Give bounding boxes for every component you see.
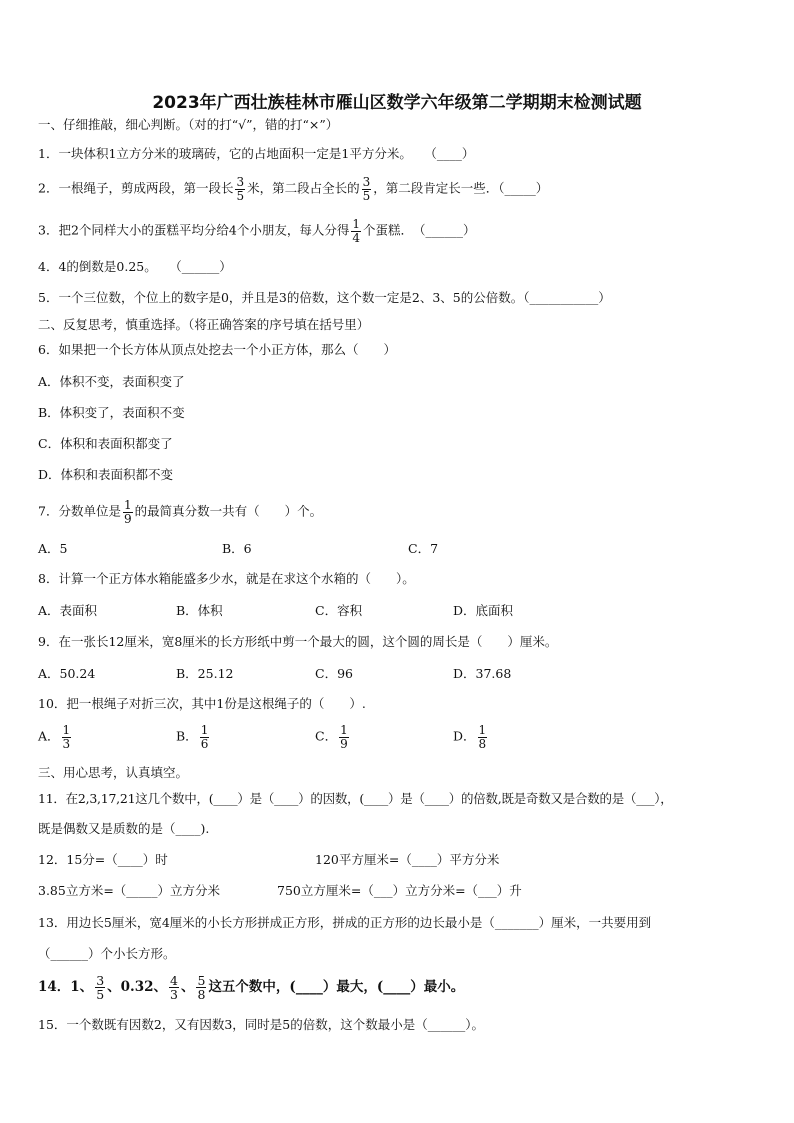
q6-option-a: A．体积不变，表面积变了 <box>38 374 185 389</box>
fraction-1-3: $\frac{1}{3}$ <box>62 723 71 751</box>
fraction-3-5: $\frac{3}{5}$ <box>362 175 371 203</box>
section1-heading: 一、仔细推敲，细心判断。（对的打“√”，错的打“×”） <box>38 117 339 132</box>
q9-option-c: C．96 <box>315 666 353 681</box>
q9-option-d: D．37.68 <box>453 666 512 681</box>
question-2 <box>38 176 548 202</box>
page-title: 2023年广西壮族桂林市雁山区数学六年级第二学期期末检测试题 <box>152 93 642 113</box>
fraction-5-8: $\frac{5}{8}$ <box>197 973 206 1003</box>
q7-option-b: B．6 <box>222 541 252 556</box>
q3-text-a: 3．把2个同样大小的蛋糕平均分给4个小朋友，每人分得 <box>38 222 350 238</box>
q7-option-a: A．5 <box>38 541 68 556</box>
q10-option-d: D． $\frac{1}{8}$ <box>453 723 487 751</box>
q10-option-c: C． $\frac{1}{9}$ <box>315 723 348 751</box>
question-5: 5．一个三位数，个位上的数字是0，并且是3的倍数，这个数一定是2、3、5的公倍数。（___________） <box>38 290 611 305</box>
question-8: 8．计算一个正方体水箱能盛多少水，就是在求这个水箱的（ ）。 <box>38 571 415 586</box>
q10-option-a: A． $\frac{1}{3}$ <box>38 723 71 751</box>
question-4: 4．4的倒数是0.25。 （______） <box>38 259 232 274</box>
question-12-part3: 3.85立方米=（_____）立方分米 <box>38 883 221 898</box>
question-12-part4: 750立方厘米=（___）立方分米=（___）升 <box>277 883 522 898</box>
q14-text-a: 14．1、 <box>38 979 94 996</box>
question-10: 10．把一根绳子对折三次，其中1份是这根绳子的（ ）. <box>38 696 366 711</box>
q8-option-c: C．容积 <box>315 603 363 618</box>
section3-heading: 三、用心思考，认真填空。 <box>38 765 189 780</box>
q2-text-b: 米，第二段占全长的 <box>247 180 360 196</box>
fraction-1-6: $\frac{1}{6}$ <box>200 723 209 751</box>
q3-text-b: 个蛋糕． （______） <box>363 222 476 238</box>
question-11-line2: 既是偶数又是质数的是（____). <box>38 821 210 836</box>
question-1: 1．一块体积1立方分米的玻璃砖，它的占地面积一定是1平方分米。 （____） <box>38 146 475 161</box>
q9-option-b: B．25.12 <box>176 666 234 681</box>
q14-text-c: 、 <box>180 979 195 996</box>
q14-text-b: 、0.32、 <box>107 979 168 996</box>
section2-heading: 二、反复思考，慎重选择。（将正确答案的序号填在括号里） <box>38 317 370 332</box>
question-3 <box>38 218 476 244</box>
question-12-part2: 120平方厘米=（____）平方分米 <box>315 852 500 867</box>
fraction-4-3: $\frac{4}{3}$ <box>170 973 178 1003</box>
q7-option-c: C．7 <box>408 541 439 556</box>
fraction-3-5: $\frac{3}{5}$ <box>96 973 105 1003</box>
q6-option-c: C．体积和表面积都变了 <box>38 436 173 451</box>
fraction-1-9: $\frac{1}{9}$ <box>123 498 132 526</box>
question-6: 6．如果把一个长方体从顶点处挖去一个小正方体，那么（ ） <box>38 342 396 357</box>
q8-option-a: A．表面积 <box>38 603 98 618</box>
q6-option-d: D．体积和表面积都不变 <box>38 467 174 482</box>
q2-text-c: ，第二段肯定长一些．（_____） <box>373 180 549 196</box>
question-12-part1: 12．15分=（____）时 <box>38 852 168 867</box>
question-11-line1: 11．在2,3,17,21这几个数中，(____）是（____）的因数，(____）是（____）的倍数,既是奇数又是合数的是（___）， <box>38 791 673 806</box>
fraction-1-9: $\frac{1}{9}$ <box>340 723 348 751</box>
q7-text-b: 的最简真分数一共有（ ）个。 <box>134 503 323 519</box>
question-9: 9．在一张长12厘米，宽8厘米的长方形纸中剪一个最大的圆，这个圆的周长是（ ）厘米。 <box>38 634 558 649</box>
question-15: 15．一个数既有因数2，又有因数3，同时是5的倍数，这个数最小是（______）。 <box>38 1017 485 1032</box>
q7-text-a: 7．分数单位是 <box>38 503 121 519</box>
fraction-3-5: $\frac{3}{5}$ <box>236 175 245 203</box>
q2-text-a: 2．一根绳子，剪成两段，第一段长 <box>38 180 234 196</box>
fraction-1-8: $\frac{1}{8}$ <box>478 723 487 751</box>
q6-option-b: B．体积变了，表面积不变 <box>38 405 185 420</box>
q8-option-b: B．体积 <box>176 603 223 618</box>
question-13-line1: 13．用边长5厘米，宽4厘米的小长方形拼成正方形，拼成的正方形的边长最小是（_______）厘米，一共要用到 <box>38 915 652 930</box>
question-14 <box>38 974 464 1001</box>
q14-text-d: 这五个数中，(____）最大，(____）最小。 <box>208 979 465 996</box>
q8-option-d: D．底面积 <box>453 603 514 618</box>
q10-option-b: B． $\frac{1}{6}$ <box>176 723 209 751</box>
q9-option-a: A．50.24 <box>38 666 96 681</box>
question-7 <box>38 499 322 525</box>
question-13-line2: （______）个小长方形。 <box>38 946 176 961</box>
fraction-1-4: $\frac{1}{4}$ <box>352 217 361 245</box>
